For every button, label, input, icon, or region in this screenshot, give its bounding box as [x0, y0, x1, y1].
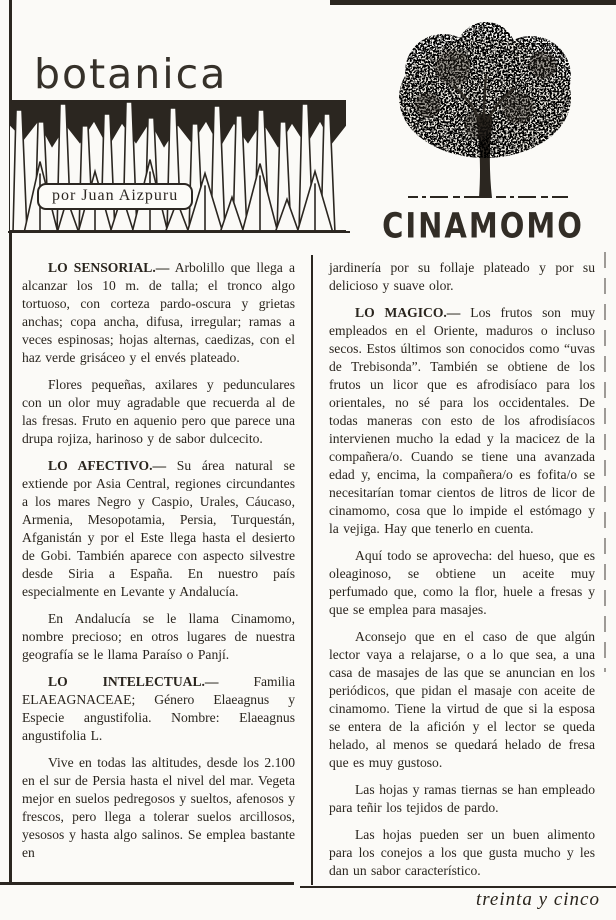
- paragraph: [22, 754, 295, 862]
- tree-illustration: [383, 20, 588, 205]
- paragraph-text: Su área natural se extiende por Asia Central, regiones circundantes a los mares Negro y Caspio, Urales, Cáucaso, Armenia, Mesopotamia, Persia, Turquestán, Afganistán y por el Este llega hasta el desierto de Gobi. También aparece con aspecto silvestre desde Siria a España. En nuestro país especialmente en Levante y Andalucía.: [22, 458, 295, 599]
- paragraph-text: Arbolillo que llega a alcanzar los 10 m. de talla; el tronco algo tortuoso, con corteza pardo-oscura y grietas anchas; copa ancha, difusa, irregular; ramas a veces espinosas; hojas alternas, caedizas, con el haz verde grisáceo y el envés plateado.: [22, 260, 295, 365]
- forest-woodcut-icon: [10, 100, 346, 233]
- right-column: [329, 259, 595, 889]
- paragraph-text: Flores pequeñas, axilares y pedunculares con un olor muy agradable que recuerda al de las fresas. Fruto en aquenio pero que parece una drupa rojiza, harinoso y de sabor dulcecito.: [22, 377, 295, 446]
- left-column: [22, 259, 295, 871]
- paragraph: [22, 610, 295, 664]
- paragraph-text: Aconsejo que en el caso de que algún lector vaya a relajarse, o a lo que sea, a una casa de masajes de las que se anuncian en los periódicos, que pidan el masaje con aceite de cinamomo. Tiene la virtud de que si la esposa se entera de la afición y el lector se queda helado, al menos se quedará helado de fresa que es muy gustoso.: [329, 629, 595, 770]
- paragraph-text: En Andalucía se le llama Cinamomo, nombre precioso; en otros lugares de nuestra geografía se le llama Paraíso o Panjí.: [22, 611, 295, 662]
- paragraph: [22, 673, 295, 745]
- forest-illustration: [10, 100, 346, 233]
- header-rule: [8, 231, 350, 233]
- paragraph: [22, 259, 295, 367]
- paragraph-lead: LO AFECTIVO.—: [48, 458, 167, 473]
- article-title: CINAMOMO: [382, 205, 584, 246]
- paragraph: [329, 826, 595, 880]
- paragraph-text: Las hojas y ramas tiernas se han empleado para teñir los tejidos de pardo.: [329, 782, 595, 815]
- paragraph-lead: LO SENSORIAL.—: [48, 260, 170, 275]
- paragraph: [329, 547, 595, 619]
- paragraph: [329, 628, 595, 772]
- bottom-rule-left: [0, 882, 294, 885]
- paragraph: [329, 304, 595, 538]
- bottom-rule-right: [300, 886, 616, 888]
- paragraph: [22, 376, 295, 448]
- paragraph-text: Familia ELAEAGNACEAE; Género Elaeagnus y Especie angustifolia. Nombre: Elaeagnus angustifolia L.: [22, 674, 295, 743]
- page-number: treinta y cinco: [475, 889, 600, 910]
- paragraph: [22, 457, 295, 601]
- paragraph: [329, 781, 595, 817]
- top-right-rule: [330, 0, 616, 5]
- stippled-tree-icon: [383, 20, 588, 205]
- paragraph-text: Vive en todas las altitudes, desde los 2.100 en el sur de Persia hasta el nivel del mar. Vegeta mejor en suelos pedregosos y sueltos, afenosos y frescos, pero llega a tolerar suelos arcillosos, yesosos y hasta algo salinos. Se emplea bastante en: [22, 755, 295, 860]
- paragraph-lead: LO MAGICO.—: [355, 305, 461, 320]
- paragraph-lead: LO INTELECTUAL.—: [48, 674, 219, 689]
- paragraph: [329, 259, 595, 295]
- paragraph-text: Los frutos son muy empleados en el Oriente, maduros o incluso secos. Estos últimos son conocidos como “uvas de Trebisonda”. También se obtiene de los frutos un licor que es afrodisíaco para los orientales, no sé para los occidentales. De todas maneras con esto de los afrodisíacos intervienen mucho la edad y la macicez de la compañera/o. Cuando se tiene una avanzada edad y, encima, la compañera/o es fofita/o se necesitarían tomar cientos de litros de licor de cinamomo, cosa que lo impide el estómago y la vejiga. Hay que tenerlo en cuenta.: [329, 305, 596, 536]
- column-divider: [311, 255, 313, 885]
- paragraph-text: Las hojas pueden ser un buen alimento para los conejos a los que gusta mucho y les dan un sabor característico.: [329, 827, 595, 878]
- section-title: botanica: [34, 50, 228, 98]
- paragraph-text: jardinería por su follaje plateado y por su delicioso y suave olor.: [329, 260, 595, 293]
- byline: por Juan Aizpuru: [52, 187, 179, 204]
- byline-box: [37, 183, 193, 210]
- paragraph-text: Aquí todo se aprovecha: del hueso, que es oleaginoso, se obtiene un aceite muy perfumado que, como la flor, huele a fresas y que se emplea para masajes.: [329, 548, 595, 617]
- right-page-border: [604, 252, 606, 672]
